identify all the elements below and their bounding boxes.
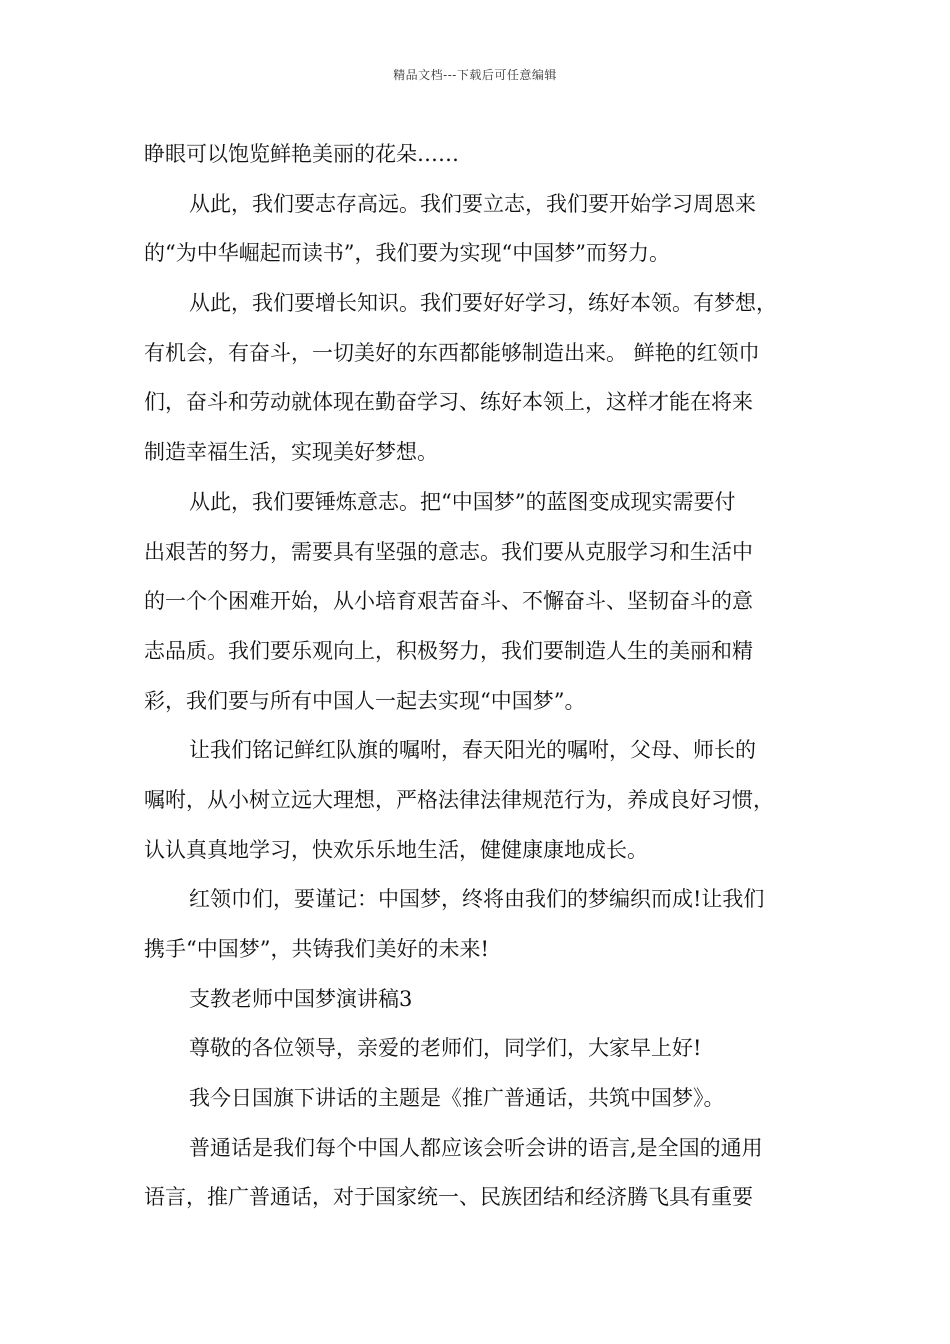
text-line: 制造幸福生活，实现美好梦想。 xyxy=(144,440,438,465)
text-line: 让我们铭记鲜红队旗的嘱咐，春天阳光的嘱咐，父母、师长的 xyxy=(189,738,756,763)
text-line: 普通话是我们每个中国人都应该会听会讲的语言,是全国的通用 xyxy=(189,1135,763,1160)
text-line: 睁眼可以饱览鲜艳美丽的花朵…… xyxy=(144,142,459,166)
text-line: 有机会，有奋斗，一切美好的东西都能够制造出来。 鲜艳的红领巾 xyxy=(144,340,760,365)
text-line: 我今日国旗下讲话的主题是《推广普通话，共筑中国梦》。 xyxy=(189,1086,725,1111)
text-line: 的一个个困难开始，从小培育艰苦奋斗、不懈奋斗、坚韧奋斗的意 xyxy=(144,589,753,614)
document-body xyxy=(144,130,808,1223)
text-line: 的“为中华崛起而读书”，我们要为实现“中国梦”而努力。 xyxy=(144,241,670,266)
text-line: 从此，我们要志存高远。我们要立志，我们要开始学习周恩来 xyxy=(189,191,756,216)
section-heading: 支教老师中国梦演讲稿3 xyxy=(189,986,413,1011)
text-line: 携手“中国梦”，共铸我们美好的未来! xyxy=(144,937,489,961)
page-header: 精品文档---下载后可任意编辑 xyxy=(393,68,557,82)
text-line: 志品质。我们要乐观向上，积极努力，我们要制造人生的美丽和精 xyxy=(144,638,753,663)
text-line: 们，奋斗和劳动就体现在勤奋学习、练好本领上，这样才能在将来 xyxy=(144,390,753,415)
text-line: 尊敬的各位领导，亲爱的老师们，同学们，大家早上好! xyxy=(189,1036,702,1061)
text-line: 语言，推广普通话，对于国家统一、民族团结和经济腾飞具有重要 xyxy=(144,1185,753,1210)
text-line: 嘱咐，从小树立远大理想，严格法律法律规范行为，养成良好习惯， xyxy=(144,787,774,812)
text-line: 从此，我们要锤炼意志。把“中国梦”的蓝图变成现实需要付 xyxy=(189,489,736,514)
text-line: 认认真真地学习，快欢乐乐地生活，健健康康地成长。 xyxy=(144,837,648,862)
text-line: 红领巾们，要谨记：中国梦，终将由我们的梦编织而成!让我们 xyxy=(189,887,765,912)
text-line: 出艰苦的努力，需要具有坚强的意志。我们要从克服学习和生活中 xyxy=(144,539,753,564)
text-line: 彩，我们要与所有中国人一起去实现“中国梦”。 xyxy=(144,688,586,713)
text-line: 从此，我们要增长知识。我们要好好学习，练好本领。有梦想， xyxy=(189,291,777,316)
